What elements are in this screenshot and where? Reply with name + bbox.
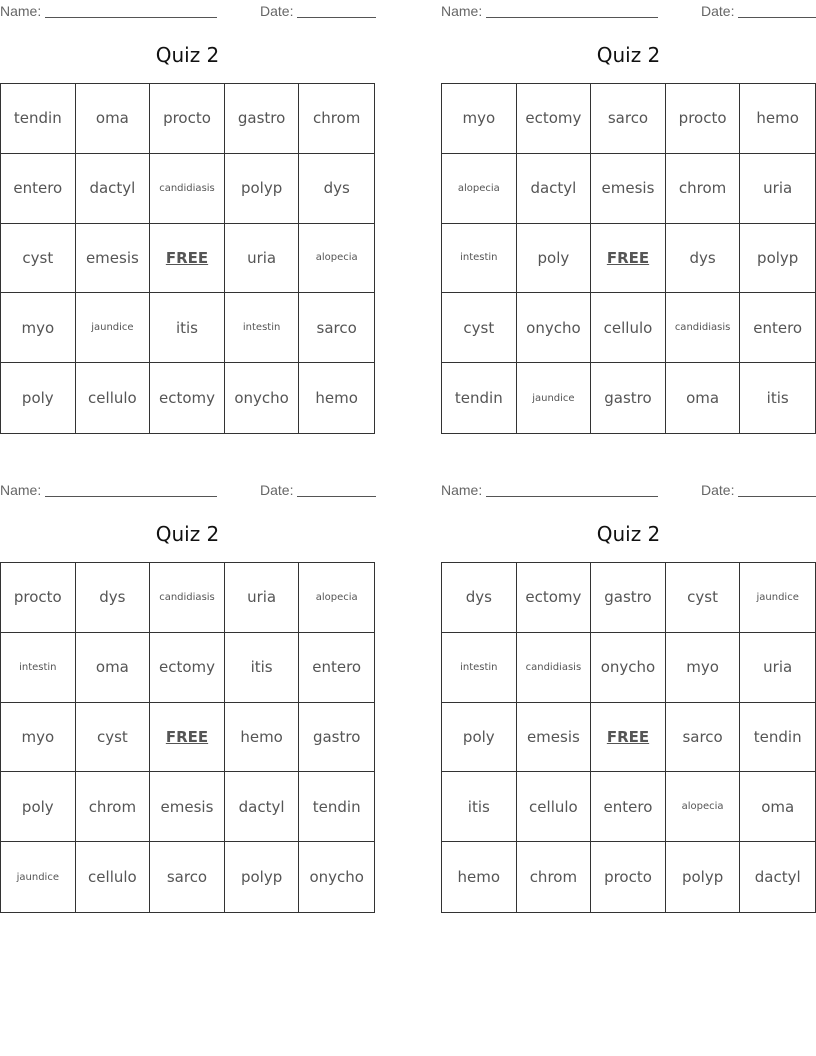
bingo-cell: poly (1, 772, 76, 842)
bingo-cell: emesis (591, 154, 666, 224)
bingo-cell: cyst (666, 563, 741, 633)
bingo-cell: ectomy (150, 633, 225, 703)
bingo-cell: procto (150, 84, 225, 154)
bingo-cell: polyp (225, 154, 300, 224)
bingo-cell: gastro (299, 703, 374, 773)
bingo-cell: oma (76, 633, 151, 703)
bingo-cell: procto (666, 84, 741, 154)
bingo-cell: myo (1, 293, 76, 363)
free-space-cell: FREE (150, 703, 225, 773)
bingo-cell: myo (442, 84, 517, 154)
bingo-cell: uria (225, 563, 300, 633)
bingo-cell: polyp (740, 224, 815, 294)
bingo-card-2 (441, 0, 816, 432)
bingo-cell: sarco (150, 842, 225, 912)
name-label: Name: (0, 3, 42, 19)
bingo-cell: intestin (442, 224, 517, 294)
bingo-cell: itis (225, 633, 300, 703)
bingo-cell: onycho (517, 293, 592, 363)
bingo-cell: polyp (666, 842, 741, 912)
bingo-card-1 (0, 0, 375, 432)
bingo-cell: onycho (225, 363, 300, 433)
bingo-cell: sarco (299, 293, 374, 363)
bingo-cell: gastro (591, 363, 666, 433)
bingo-cell: entero (1, 154, 76, 224)
bingo-cell: tendin (299, 772, 374, 842)
bingo-cell: cellulo (76, 842, 151, 912)
bingo-grid (441, 83, 816, 434)
bingo-grid (441, 562, 816, 913)
bingo-grid (0, 83, 375, 434)
bingo-cell: myo (1, 703, 76, 773)
date-line (297, 17, 376, 18)
bingo-cell: alopecia (666, 772, 741, 842)
bingo-cell: dys (666, 224, 741, 294)
bingo-cell: cyst (1, 224, 76, 294)
name-line (486, 496, 658, 497)
bingo-cell: sarco (666, 703, 741, 773)
bingo-cell: poly (442, 703, 517, 773)
bingo-cell: alopecia (299, 563, 374, 633)
bingo-cell: hemo (225, 703, 300, 773)
date-line (297, 496, 376, 497)
bingo-cell: ectomy (517, 84, 592, 154)
bingo-cell: gastro (225, 84, 300, 154)
free-space-cell: FREE (591, 224, 666, 294)
bingo-cell: hemo (740, 84, 815, 154)
bingo-cell: tendin (442, 363, 517, 433)
bingo-cell: alopecia (442, 154, 517, 224)
date-label: Date: (260, 482, 294, 498)
bingo-cell: poly (517, 224, 592, 294)
bingo-cell: intestin (225, 293, 300, 363)
bingo-cell: uria (740, 154, 815, 224)
bingo-cell: uria (225, 224, 300, 294)
bingo-cell: cyst (76, 703, 151, 773)
bingo-cell: tendin (1, 84, 76, 154)
date-label: Date: (701, 3, 735, 19)
name-line (45, 17, 217, 18)
bingo-cell: dactyl (754, 868, 801, 887)
bingo-cell: alopecia (299, 224, 374, 294)
name-label: Name: (441, 3, 483, 19)
name-label: Name: (441, 482, 483, 498)
card-title: Quiz 2 (596, 43, 661, 67)
bingo-cell: jaundice (76, 293, 151, 363)
bingo-cell: jaundice (740, 563, 815, 633)
bingo-cell: itis (150, 293, 225, 363)
bingo-cell: emesis (150, 772, 225, 842)
name-line (486, 17, 658, 18)
date-label: Date: (260, 3, 294, 19)
bingo-card-4 (441, 479, 816, 911)
date-line (738, 496, 816, 497)
bingo-cell: entero (591, 772, 666, 842)
bingo-cell: emesis (76, 224, 151, 294)
card-title: Quiz 2 (155, 522, 220, 546)
bingo-cell: tendin (740, 703, 815, 773)
bingo-cell: intestin (1, 633, 76, 703)
name-line (45, 496, 217, 497)
bingo-cell: oma (740, 772, 815, 842)
bingo-cell: polyp (225, 842, 300, 912)
bingo-cell: cellulo (76, 363, 151, 433)
bingo-cell: oma (76, 84, 151, 154)
bingo-cell: hemo (315, 389, 358, 408)
bingo-cell: dys (299, 154, 374, 224)
bingo-cell: myo (666, 633, 741, 703)
bingo-cell: chrom (666, 154, 741, 224)
bingo-cell: ectomy (150, 363, 225, 433)
date-label: Date: (701, 482, 735, 498)
bingo-cell: dys (76, 563, 151, 633)
free-space-cell: FREE (150, 224, 225, 294)
bingo-cell: uria (740, 633, 815, 703)
bingo-cell: procto (1, 563, 76, 633)
bingo-cell: ectomy (517, 563, 592, 633)
bingo-cell: chrom (76, 772, 151, 842)
bingo-cell: candidiasis (150, 563, 225, 633)
card-title: Quiz 2 (155, 43, 220, 67)
bingo-cell: cyst (442, 293, 517, 363)
bingo-cell: itis (766, 389, 789, 408)
bingo-cell: onycho (591, 633, 666, 703)
bingo-cell: dactyl (225, 772, 300, 842)
card-title: Quiz 2 (596, 522, 661, 546)
bingo-cell: hemo (442, 842, 517, 912)
bingo-cell: dactyl (517, 154, 592, 224)
bingo-cell: cellulo (591, 293, 666, 363)
bingo-card-3 (0, 479, 375, 911)
bingo-cell: poly (1, 363, 76, 433)
bingo-cell: chrom (299, 84, 374, 154)
bingo-cell: oma (666, 363, 741, 433)
free-space-cell: FREE (591, 703, 666, 773)
bingo-grid (0, 562, 375, 913)
bingo-cell: entero (740, 293, 815, 363)
bingo-cell: entero (299, 633, 374, 703)
bingo-cell: cellulo (517, 772, 592, 842)
bingo-cell: onycho (309, 868, 364, 887)
bingo-cell: itis (442, 772, 517, 842)
bingo-cell: procto (591, 842, 666, 912)
bingo-cell: dactyl (76, 154, 151, 224)
bingo-cell: sarco (591, 84, 666, 154)
bingo-cell: intestin (442, 633, 517, 703)
bingo-cell: candidiasis (517, 633, 592, 703)
bingo-cell: jaundice (1, 842, 76, 912)
bingo-cell: candidiasis (150, 154, 225, 224)
bingo-cell: jaundice (517, 363, 592, 433)
bingo-cell: chrom (517, 842, 592, 912)
bingo-cell: emesis (517, 703, 592, 773)
date-line (738, 17, 816, 18)
bingo-cell: gastro (591, 563, 666, 633)
name-label: Name: (0, 482, 42, 498)
bingo-cell: dys (442, 563, 517, 633)
bingo-cell: candidiasis (666, 293, 741, 363)
